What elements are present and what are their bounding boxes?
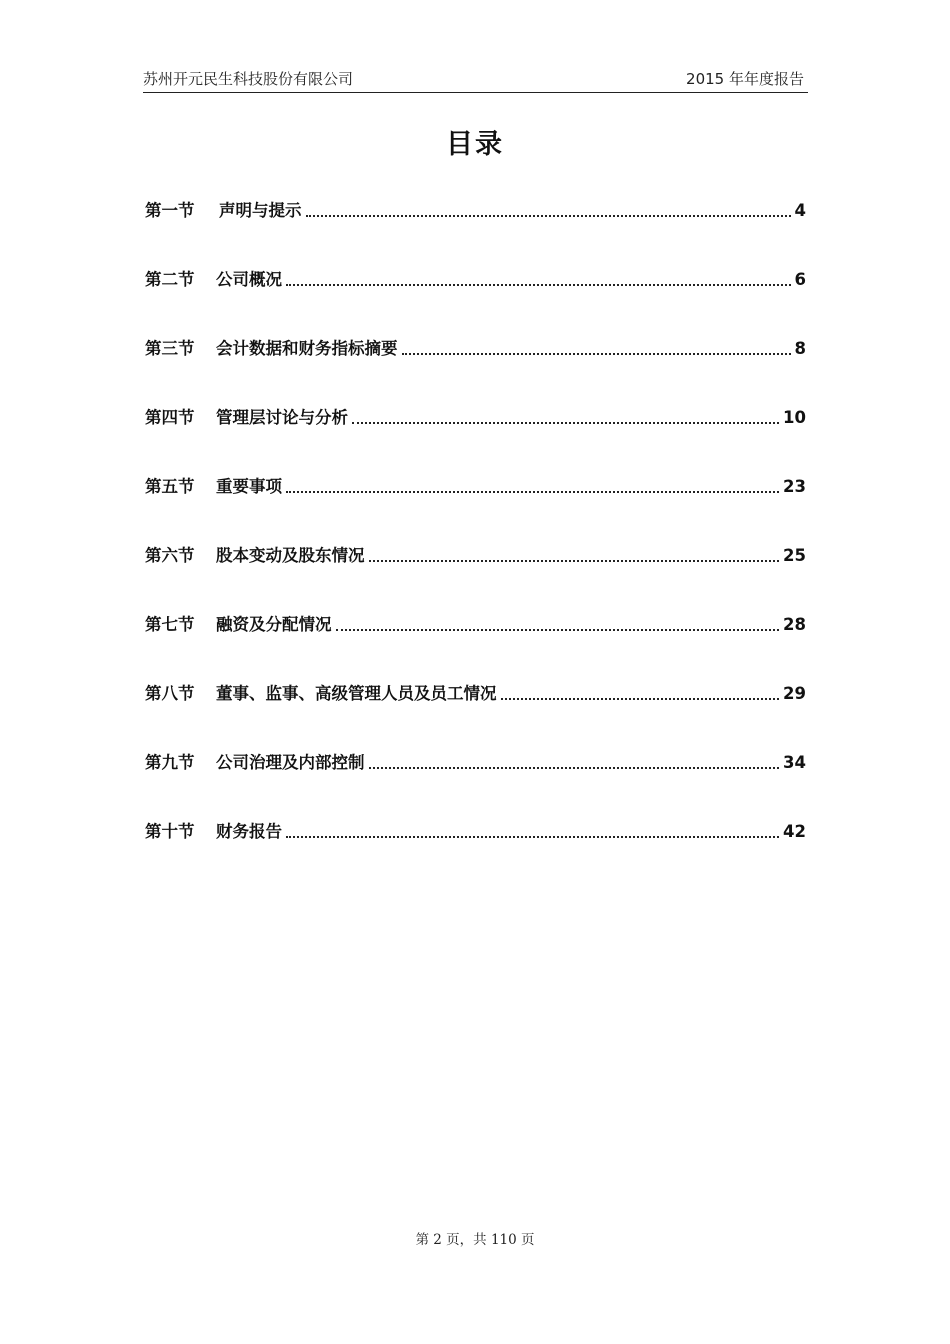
header-company-name: 苏州开元民生科技股份有限公司 [143,70,354,88]
toc-page-number: 10 [783,408,806,427]
toc-section-name: 公司治理及内部控制 [216,753,365,772]
header-report-title: 2015 年年度报告 [686,70,804,88]
toc-section-number: 第七节 [145,615,195,634]
toc-section-name: 董事、监事、高级管理人员及员工情况 [216,684,497,703]
toc-page-number: 29 [783,684,806,703]
toc-entry[interactable] [145,748,806,774]
toc-page-number: 23 [783,477,806,496]
toc-entry[interactable] [145,265,806,291]
toc-leader-dots [286,485,779,493]
toc-section-name: 声明与提示 [219,201,302,220]
toc-section-number: 第二节 [145,270,195,289]
toc-section-number: 第四节 [145,408,195,427]
toc-page-number: 34 [783,753,806,772]
toc-title: 目录 [446,129,504,160]
toc-leader-dots [286,278,791,286]
toc-section-name: 财务报告 [216,822,282,841]
toc-leader-dots [402,347,791,355]
toc-section-number: 第三节 [145,339,195,358]
toc-page-number: 6 [794,270,806,289]
toc-section-name: 股本变动及股东情况 [216,546,365,565]
page-footer: 第 2 页，共 110 页 [415,1232,535,1248]
toc-entry[interactable] [145,817,806,843]
toc-entry[interactable] [145,334,806,360]
toc-leader-dots [336,623,780,631]
toc-leader-dots [286,830,779,838]
toc-page-number: 42 [783,822,806,841]
toc-section-name: 融资及分配情况 [216,615,332,634]
toc-page-number: 25 [783,546,806,565]
toc-section-number: 第一节 [145,201,195,220]
toc-leader-dots [306,209,791,217]
toc-section-name: 管理层讨论与分析 [216,408,348,427]
toc-page-number: 8 [794,339,806,358]
toc-section-number: 第八节 [145,684,195,703]
toc-section-number: 第六节 [145,546,195,565]
toc-entry[interactable] [145,541,806,567]
toc-entry[interactable] [145,403,806,429]
toc-entry[interactable] [145,679,806,705]
toc-section-name: 公司概况 [216,270,282,289]
toc-leader-dots [501,692,780,700]
toc-page-number: 28 [783,615,806,634]
toc-entry[interactable] [145,610,806,636]
toc-section-number: 第十节 [145,822,195,841]
toc-section-name: 重要事项 [216,477,282,496]
page-header [143,66,808,93]
toc-entry[interactable] [145,472,806,498]
toc-leader-dots [369,761,780,769]
toc-section-name: 会计数据和财务指标摘要 [216,339,398,358]
toc-entry[interactable] [145,196,806,222]
toc-section-number: 第九节 [145,753,195,772]
toc-leader-dots [369,554,780,562]
toc-section-number: 第五节 [145,477,195,496]
toc-leader-dots [352,416,779,424]
toc-page-number: 4 [794,201,806,220]
